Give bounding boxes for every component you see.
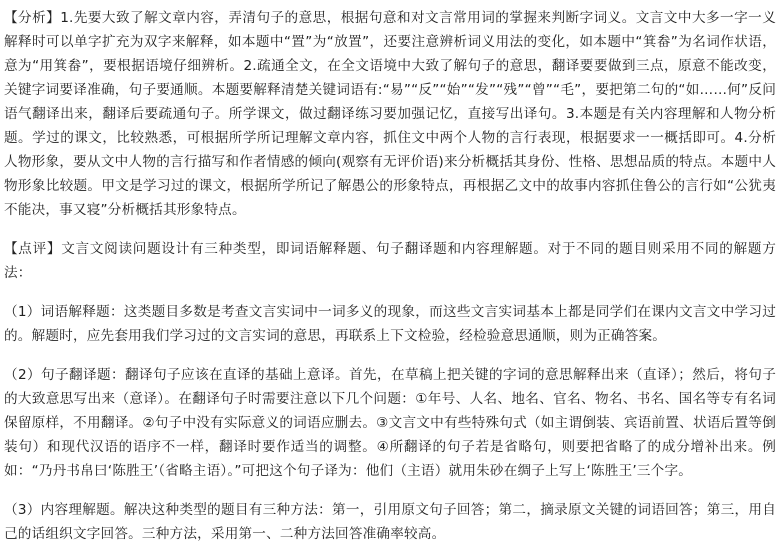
analysis-paragraph — [4, 6, 776, 222]
sentence-translation-paragraph: （2）句子翻译题：翻译句子应该在直译的基础上意译。首先，在草稿上把关键的字词的意思解释出来（直译）；然后，将句子的大致意思写出来（意译）。在翻译句子时需要注意以下几个问题：①年号、人名、地名、官名、物名、书名、国名等专有名词保留原样，不用翻译。②句子中没有实际意义的词语应删去。③文言文中有些特殊句式（如主谓倒装、宾语前置、状语后置等倒装句）和现代汉语的语序不一样，翻译时要作适当的调整。④所翻译的句子若是省略句，则要把省略了的成分增补出来。例如：“乃丹书帛曰‘陈胜王’（省略主语）。”可把这个句子译为：他们（主语）就用朱砂在绸子上写上‘陈胜王’三个字。 — [4, 367, 776, 479]
analysis-text: 1.先要大致了解文章内容，弄清句子的意思，根据句意和对文言常用词的掌握来判断字词义。文言文中大多一字一义解释时可以单字扩充为双字来解释，如本题中“置”为“放置”，还要注意辨析词义用法的变化，如本题中“箕畚”为名词作状语，意为“用箕畚”，要根据语境仔细辨析。2.疏通全文，在全文语境中大致了解句子的意思，翻译要要做到三点，原意不能改变，关键字词要译准确，句子要通顺。本题要解释清楚关键词语有:“易”“反”“始”“发”“残”“曾”“毛”，要把第二句的“如……何”反问语气翻译出来，翻译后要疏通句子。所学课文，做过翻译练习要加强记忆，直接写出译句。3.本题是有关内容理解和人物分析题。学过的课文，比较熟悉，可根据所学所记理解文章内容，抓住文中两个人物的言行表现，根据要求一一概括即可。4.分析人物形象，要从文中人物的言行描写和作者情感的倾向(观察有无评价语)来分析概括其身份、性格、思想品质的特点。本题中人物形象比较题。甲文是学习过的课文，根据所学所记了解愚公的形象特点，再根据乙文中的故事内容抓住鲁公的言行如“公犹夷不能决，事又寝”分析概括其形象特点。 — [4, 10, 776, 218]
comment-text: 文言文阅读问题设计有三种类型，即词语解释题、句子翻译题和内容理解题。对于不同的题目则采用不同的解题方法： — [4, 241, 776, 281]
word-explanation-paragraph: （1）词语解释题：这类题目多数是考查文言实词中一词多义的现象，而这些文言实词基本上都是同学们在课内文言文中学习过的。解题时，应先套用我们学习过的文言实词的意思，再联系上下文检验，经检验意思通顺，则为正确答案。 — [4, 304, 776, 344]
analysis-tag: 【分析】 — [4, 10, 61, 26]
content-understanding-paragraph: （3）内容理解题。解决这种类型的题目有三种方法：第一，引用原文句子回答；第二，摘录原文关键的词语回答；第三，用自己的话组织文字回答。三种方法，采用第一、二种方法回答准确率较高。 — [4, 502, 776, 542]
comment-tag: 【点评】 — [4, 241, 62, 257]
comment-paragraph — [4, 237, 776, 285]
